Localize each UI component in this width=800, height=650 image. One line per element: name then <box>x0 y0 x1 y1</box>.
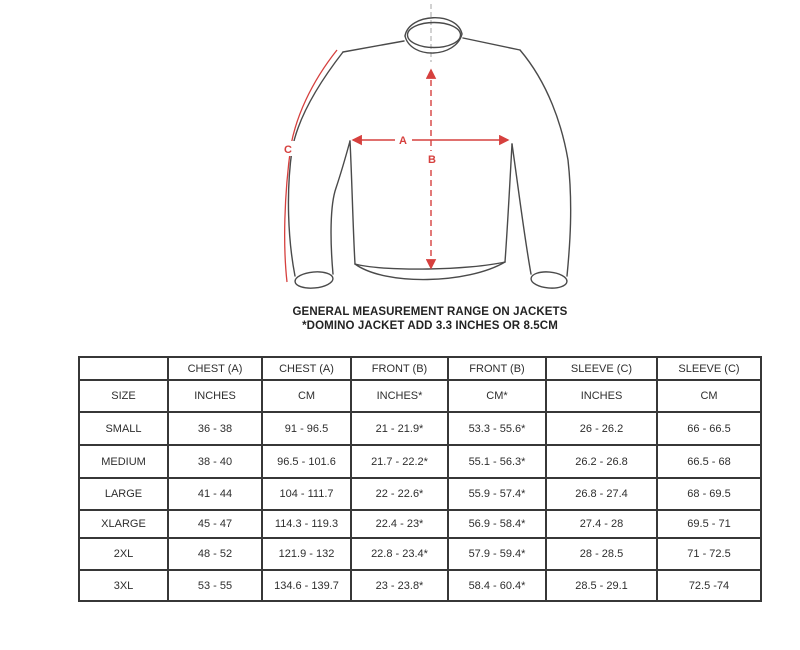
value-cell: 26.8 - 27.4 <box>546 478 657 510</box>
unit-cell-front-inches: INCHES* <box>351 380 448 412</box>
value-cell: 68 - 69.5 <box>657 478 761 510</box>
value-cell: 121.9 - 132 <box>262 538 351 570</box>
value-cell: 45 - 47 <box>168 510 262 538</box>
value-cell: 66 - 66.5 <box>657 412 761 445</box>
header-cell-chest-a-1: CHEST (A) <box>168 357 262 380</box>
value-cell: 26 - 26.2 <box>546 412 657 445</box>
value-cell: 55.1 - 56.3* <box>448 445 546 478</box>
value-cell: 21.7 - 22.2* <box>351 445 448 478</box>
label-c: C <box>284 144 292 156</box>
value-cell: 23 - 23.8* <box>351 570 448 601</box>
value-cell: 26.2 - 26.8 <box>546 445 657 478</box>
value-cell: 28.5 - 29.1 <box>546 570 657 601</box>
value-cell: 58.4 - 60.4* <box>448 570 546 601</box>
right-shoulder-seam <box>463 38 520 50</box>
unit-cell-sleeve-inches: INCHES <box>546 380 657 412</box>
body-right-side <box>505 144 512 262</box>
value-cell: 36 - 38 <box>168 412 262 445</box>
value-cell: 21 - 21.9* <box>351 412 448 445</box>
left-shoulder-seam <box>343 41 404 52</box>
value-cell: 69.5 - 71 <box>657 510 761 538</box>
unit-cell-front-cm: CM* <box>448 380 546 412</box>
value-cell: 22.4 - 23* <box>351 510 448 538</box>
left-sleeve-inner <box>331 141 350 274</box>
value-cell: 55.9 - 57.4* <box>448 478 546 510</box>
table-row-3xl <box>79 570 761 601</box>
value-cell: 27.4 - 28 <box>546 510 657 538</box>
measurement-marks <box>281 50 508 282</box>
header-row-measure <box>79 357 761 380</box>
body-left-side <box>350 141 355 264</box>
header-cell-sleeve-c-2: SLEEVE (C) <box>657 357 761 380</box>
value-cell: 134.6 - 139.7 <box>262 570 351 601</box>
left-cuff <box>294 270 333 289</box>
value-cell: 91 - 96.5 <box>262 412 351 445</box>
value-cell: 22.8 - 23.4* <box>351 538 448 570</box>
unit-cell-sleeve-cm: CM <box>657 380 761 412</box>
size-cell: 3XL <box>79 570 168 601</box>
header-cell-size: SIZE <box>79 380 168 412</box>
header-cell-front-b-1: FRONT (B) <box>351 357 448 380</box>
header-cell-chest-a-2: CHEST (A) <box>262 357 351 380</box>
value-cell: 114.3 - 119.3 <box>262 510 351 538</box>
value-cell: 53.3 - 55.6* <box>448 412 546 445</box>
jacket-measurement-diagram <box>260 0 590 300</box>
value-cell: 41 - 44 <box>168 478 262 510</box>
value-cell: 71 - 72.5 <box>657 538 761 570</box>
size-cell: 2XL <box>79 538 168 570</box>
table-row-xlarge <box>79 510 761 538</box>
table-row-large <box>79 478 761 510</box>
label-a: A <box>399 135 407 147</box>
caption-line-1: GENERAL MEASUREMENT RANGE ON JACKETS <box>292 306 568 318</box>
table-row-medium <box>79 445 761 478</box>
label-b: B <box>428 154 436 166</box>
header-cell-front-b-2: FRONT (B) <box>448 357 546 380</box>
hem-top-curve <box>355 262 505 269</box>
size-cell: XLARGE <box>79 510 168 538</box>
value-cell: 53 - 55 <box>168 570 262 601</box>
header-row-units <box>79 380 761 412</box>
size-chart-table <box>78 356 762 602</box>
value-cell: 72.5 -74 <box>657 570 761 601</box>
table-row-small <box>79 412 761 445</box>
size-cell: MEDIUM <box>79 445 168 478</box>
table-row-2xl <box>79 538 761 570</box>
value-cell: 57.9 - 59.4* <box>448 538 546 570</box>
hem-bottom-curve <box>355 262 505 280</box>
unit-cell-chest-cm: CM <box>262 380 351 412</box>
left-sleeve-outer <box>288 52 343 276</box>
right-cuff <box>530 270 567 289</box>
sleeve-line-c <box>285 50 337 282</box>
value-cell: 22 - 22.6* <box>351 478 448 510</box>
value-cell: 28 - 28.5 <box>546 538 657 570</box>
collar-neck-opening <box>408 23 461 48</box>
right-sleeve-outer <box>520 50 571 276</box>
caption-line-2: *DOMINO JACKET ADD 3.3 INCHES OR 8.5CM <box>302 320 558 332</box>
value-cell: 38 - 40 <box>168 445 262 478</box>
value-cell: 56.9 - 58.4* <box>448 510 546 538</box>
caption <box>250 305 610 333</box>
header-cell-empty <box>79 357 168 380</box>
size-cell: LARGE <box>79 478 168 510</box>
header-cell-sleeve-c-1: SLEEVE (C) <box>546 357 657 380</box>
value-cell: 104 - 111.7 <box>262 478 351 510</box>
right-sleeve-inner <box>512 144 531 274</box>
jacket-diagram-svg <box>260 0 590 300</box>
unit-cell-chest-inches: INCHES <box>168 380 262 412</box>
value-cell: 66.5 - 68 <box>657 445 761 478</box>
value-cell: 96.5 - 101.6 <box>262 445 351 478</box>
value-cell: 48 - 52 <box>168 538 262 570</box>
size-cell: SMALL <box>79 412 168 445</box>
